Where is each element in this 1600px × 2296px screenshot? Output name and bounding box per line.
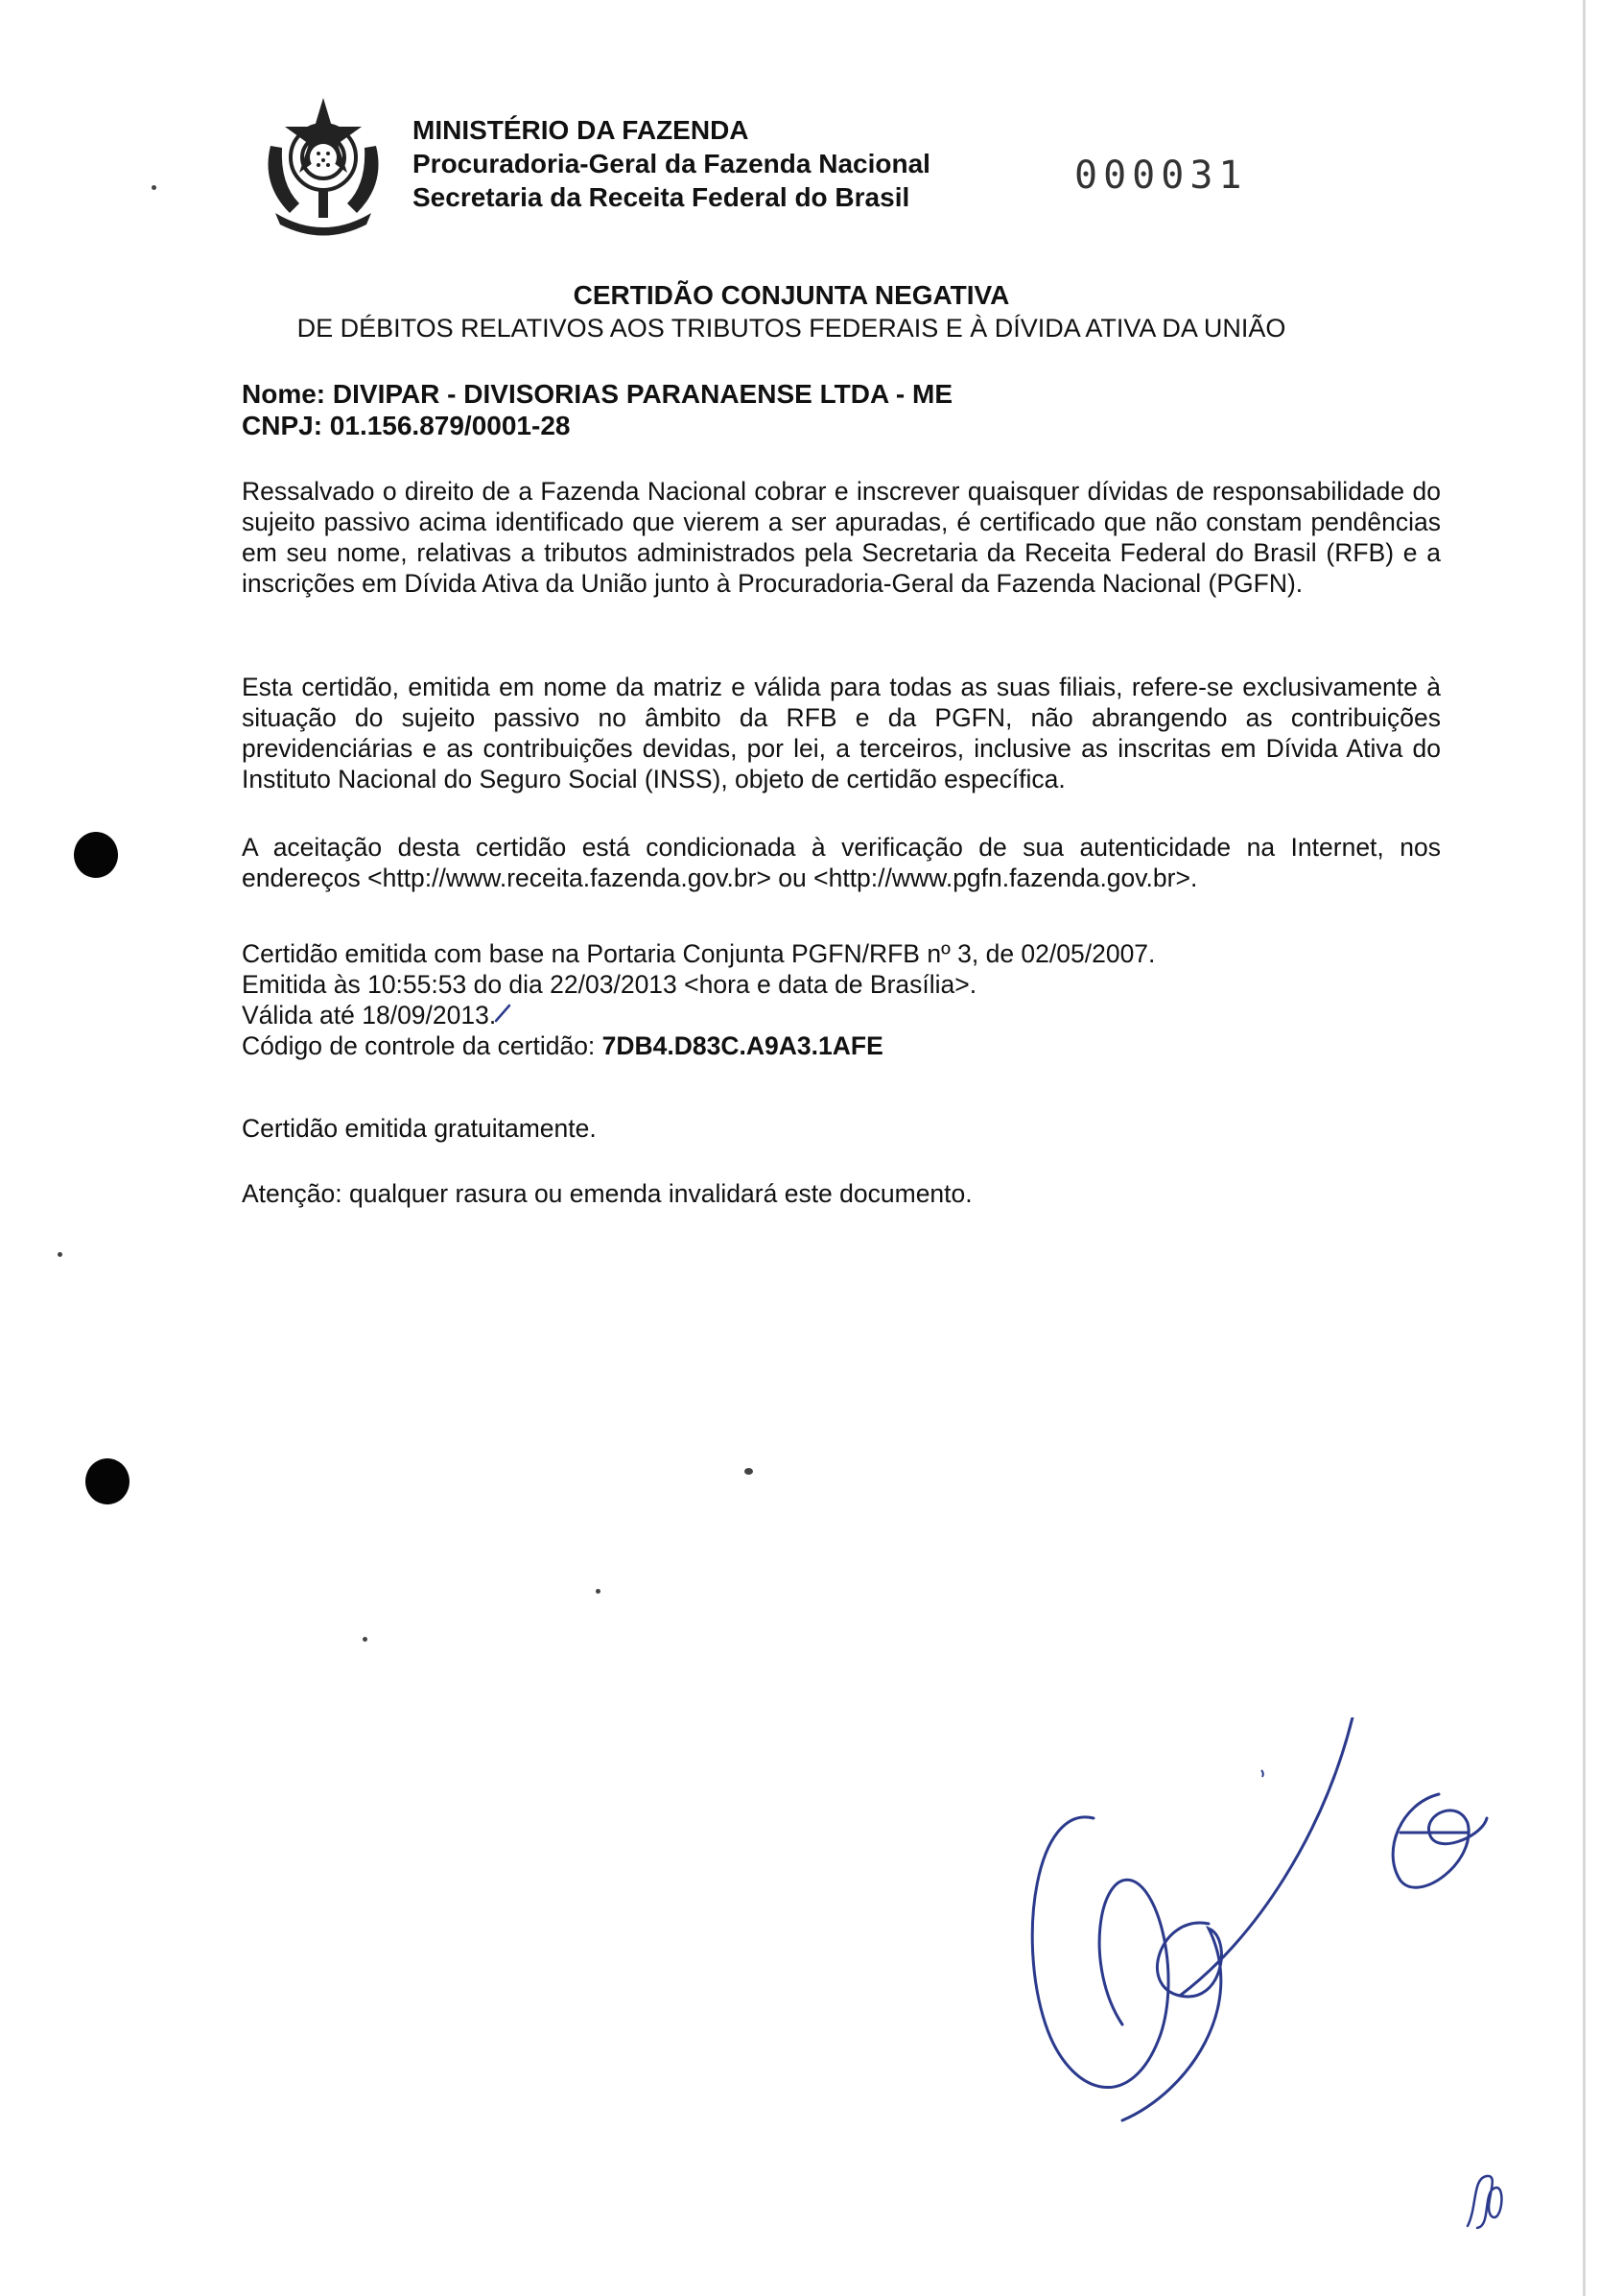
ministry-name: MINISTÉRIO DA FAZENDA [412, 115, 749, 145]
body-paragraph-1 [242, 476, 1441, 599]
certificate-title: CERTIDÃO CONJUNTA NEGATIVA [573, 280, 1010, 310]
validity-date: Válida até 18/09/2013. [242, 1001, 497, 1030]
binder-hole-bottom [85, 1458, 129, 1504]
check-mark-icon [494, 1002, 513, 1025]
paragraph-text: A aceitação desta certidão está condicionada à verificação de sua autenticidade na Internet, nos endereços <http://www.receita.fazenda.gov.br> ou <http://www.pgfn.fazenda.gov.br>. [242, 833, 1441, 892]
control-code-line [242, 1030, 1441, 1061]
scan-speck [152, 185, 156, 190]
scan-speck [363, 1637, 367, 1642]
paragraph-text: Esta certidão, emitida em nome da matriz e válida para todas as suas filiais, refere-se exclusivamente à situação do sujeito passivo no âmbito da RFB e da PGFN, não abrangendo as contribuições previdenciárias e as contribuições devidas, por lei, a terceiros, inclusive as inscritas em Dívida Ativa do Instituto Nacional do Seguro Social (INSS), objeto de certidão específica. [242, 673, 1441, 793]
scan-speck [744, 1468, 753, 1475]
attorney-office-name: Procuradoria-Geral da Fazenda Nacional [412, 149, 930, 178]
body-paragraph-3 [242, 832, 1441, 893]
issuer-header [412, 113, 930, 214]
coat-of-arms-seal [251, 88, 395, 242]
handwritten-signature [1017, 1717, 1506, 2130]
taxpayer-identification [242, 378, 1441, 441]
scan-speck [596, 1589, 600, 1594]
issuance-details [242, 938, 1441, 1061]
issuance-basis: Certidão emitida com base na Portaria Conjunta PGFN/RFB nº 3, de 02/05/2007. [242, 939, 1156, 968]
revenue-office-name: Secretaria da Receita Federal do Brasil [412, 182, 910, 212]
control-code-value: 7DB4.D83C.A9A3.1AFE [601, 1031, 883, 1060]
binder-hole-top [74, 832, 118, 878]
free-issue-note: Certidão emitida gratuitamente. [242, 1114, 597, 1143]
paragraph-text: Ressalvado o direito de a Fazenda Nacional cobrar e inscrever quaisquer dívidas de responsabilidade do sujeito passivo acima identificado que vierem a ser apuradas, é certificado que não constam pendências em seu nome, relativas a tributos administrados pela Secretaria da Receita Federal do Brasil (RFB) e a inscrições em Dívida Ativa da União junto à Procuradoria-Geral da Fazenda Nacional (PGFN). [242, 477, 1441, 598]
control-code-label: Código de controle da certidão: [242, 1031, 602, 1060]
page-stamp-number: 000031 [1074, 154, 1248, 198]
scan-speck [58, 1252, 62, 1257]
issuance-datetime: Emitida às 10:55:53 do dia 22/03/2013 <hora e data de Brasília>. [242, 970, 977, 999]
body-paragraph-2 [242, 672, 1441, 794]
handwritten-initials [1458, 2168, 1516, 2236]
warning-note: Atenção: qualquer rasura ou emenda invalidará este documento. [242, 1179, 973, 1208]
taxpayer-cnpj: CNPJ: 01.156.879/0001-28 [242, 411, 571, 440]
taxpayer-name: Nome: DIVIPAR - DIVISORIAS PARANAENSE LTDA - ME [242, 379, 953, 409]
certificate-subtitle: DE DÉBITOS RELATIVOS AOS TRIBUTOS FEDERAIS E À DÍVIDA ATIVA DA UNIÃO [296, 314, 1286, 343]
